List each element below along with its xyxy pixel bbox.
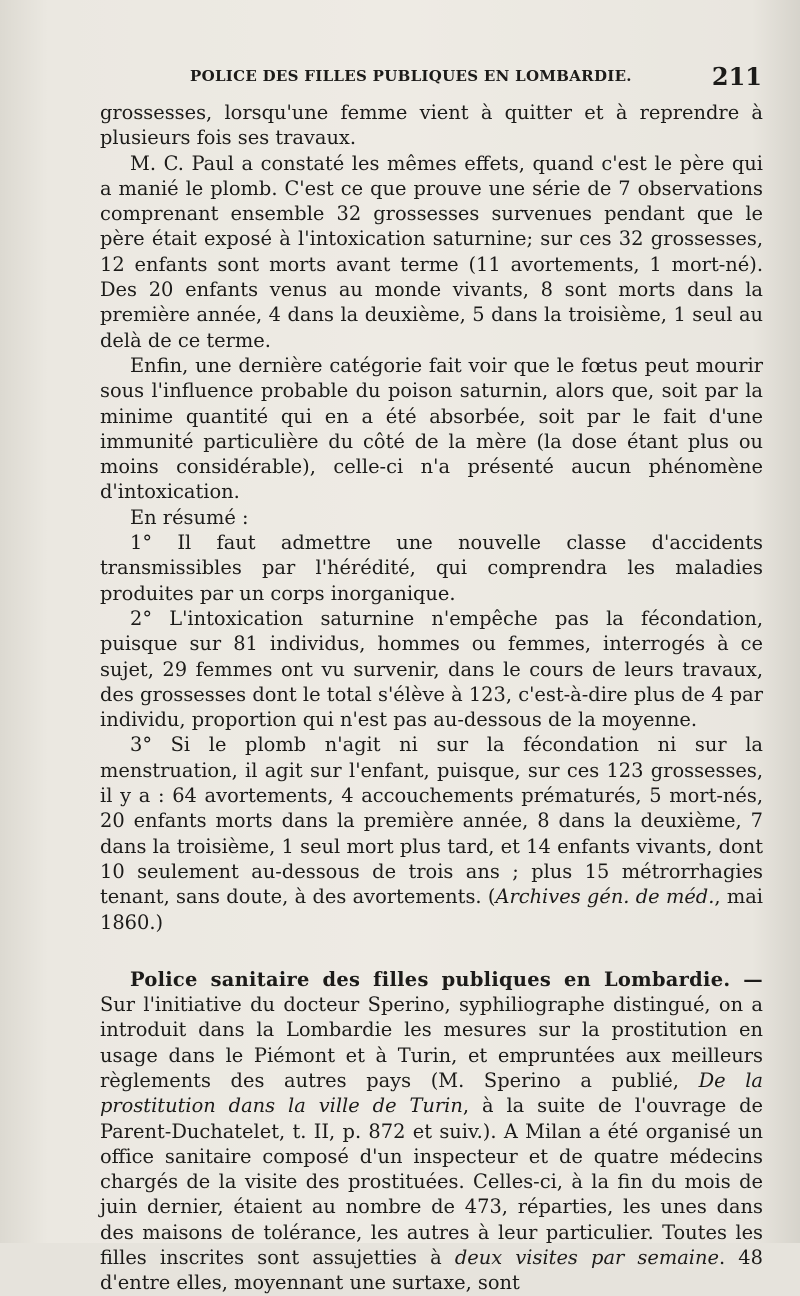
citation-date: , mai 1860.) [100, 885, 763, 934]
paragraph-continuation: grossesses, lorsqu'une femme vient à quitter et à reprendre à plusieurs fois ses travaux. [100, 101, 763, 150]
section-gap [100, 935, 763, 967]
paragraph-point-3 [100, 732, 763, 934]
section-heading: Police sanitaire des filles publiques en Lombardie. — [130, 967, 763, 991]
paragraph-paul: M. C. Paul a constaté les mêmes effets, quand c'est le père qui a manié le plomb. C'est ce que prouve une série de 7 observations comprenant ensemble 32 grossesses survenues pendant que le père était exposé à l'intoxication saturnine; sur ces 32 grossesses, 12 enfants sont morts avant terme (11 avortements, 1 mort-né). Des 20 enfants venus au monde vivants, 8 sont morts dans la première année, 4 dans la deuxième, 5 dans la troisième, 1 seul au delà de ce terme. [100, 151, 763, 352]
page-number: 211 [711, 62, 762, 91]
section-police-sanitaire [100, 967, 763, 1296]
point-3-text: 3° Si le plomb n'agit ni sur la fécondation ni sur la menstruation, il agit sur l'enfant, puisque, sur ces 123 grossesses, il y a : 64 avortements, 4 accouchements prématurés, 5 mort-nés, 20 enfants morts dans la première année, 8 dans la deuxième, 7 dans la troisième, 1 seul mort plus tard, et 14 enfants vivants, dont 10 seulement au-dessous de trois ans ; plus 15 métrorrhagies tenant, sans doute, à des avortements. ( [100, 733, 763, 909]
book-title: De la prostitution dans la ville de Turin [100, 1068, 763, 1118]
section-text-1: Sur l'initiative du docteur Sperino, syphiliographe distingué, on a introduit dans la Lombardie les mesures sur la prostitution en usage dans le Piémont et à Turin, et empruntées aux meilleurs règlements des autres pays (M. Sperino a publié, [100, 993, 763, 1092]
paragraph-point-2: 2° L'intoxication saturnine n'empêche pas la fécondation, puisque sur 81 individus, hommes ou femmes, interrogés à ce sujet, 29 femmes ont vu survenir, dans le cours de leurs travaux, des grossesses dont le total s'élève à 123, c'est-à-dire plus de 4 par individu, proportion qui n'est pas au-dessous de la moyenne. [100, 606, 763, 732]
running-header: POLICE DES FILLES PUBLIQUES EN LOMBARDIE. [190, 67, 632, 85]
body-text [100, 100, 763, 1296]
citation-source: Archives gén. de méd. [495, 885, 715, 909]
paragraph-foetus: Enfin, une dernière catégorie fait voir que le fœtus peut mourir sous l'influence probable du poison saturnin, alors que, soit par la minime quantité qui en a été absorbée, soit par le fait d'une immunité particulière du côté de la mère (la dose étant plus ou moins considérable), celle-ci n'a présenté aucun phénomène d'intoxication. [100, 353, 763, 504]
section-text-3: . 48 d'entre elles, moyennant une surtaxe, sont [100, 1246, 763, 1295]
visits-phrase: deux visites par semaine [454, 1246, 719, 1270]
section-text-2: , à la suite de l'ouvrage de Parent-Duchatelet, t. II, p. 872 et suiv.). A Milan a été organisé un office sanitaire composé d'un inspecteur et de quatre médecins chargés de la visite des prostituées. Celles-ci, à la fin du mois de juin dernier, étaient au nombre de 473, réparties, les unes dans des maisons de tolérance, les autres à leur particulier. Toutes les filles inscrites sont assujetties à [100, 1094, 763, 1270]
paragraph-resume: En résumé : [130, 505, 249, 529]
paragraph-point-1: 1° Il faut admettre une nouvelle classe d'accidents transmissibles par l'hérédité, qui comprendra les maladies produites par un corps inorganique. [100, 531, 763, 605]
